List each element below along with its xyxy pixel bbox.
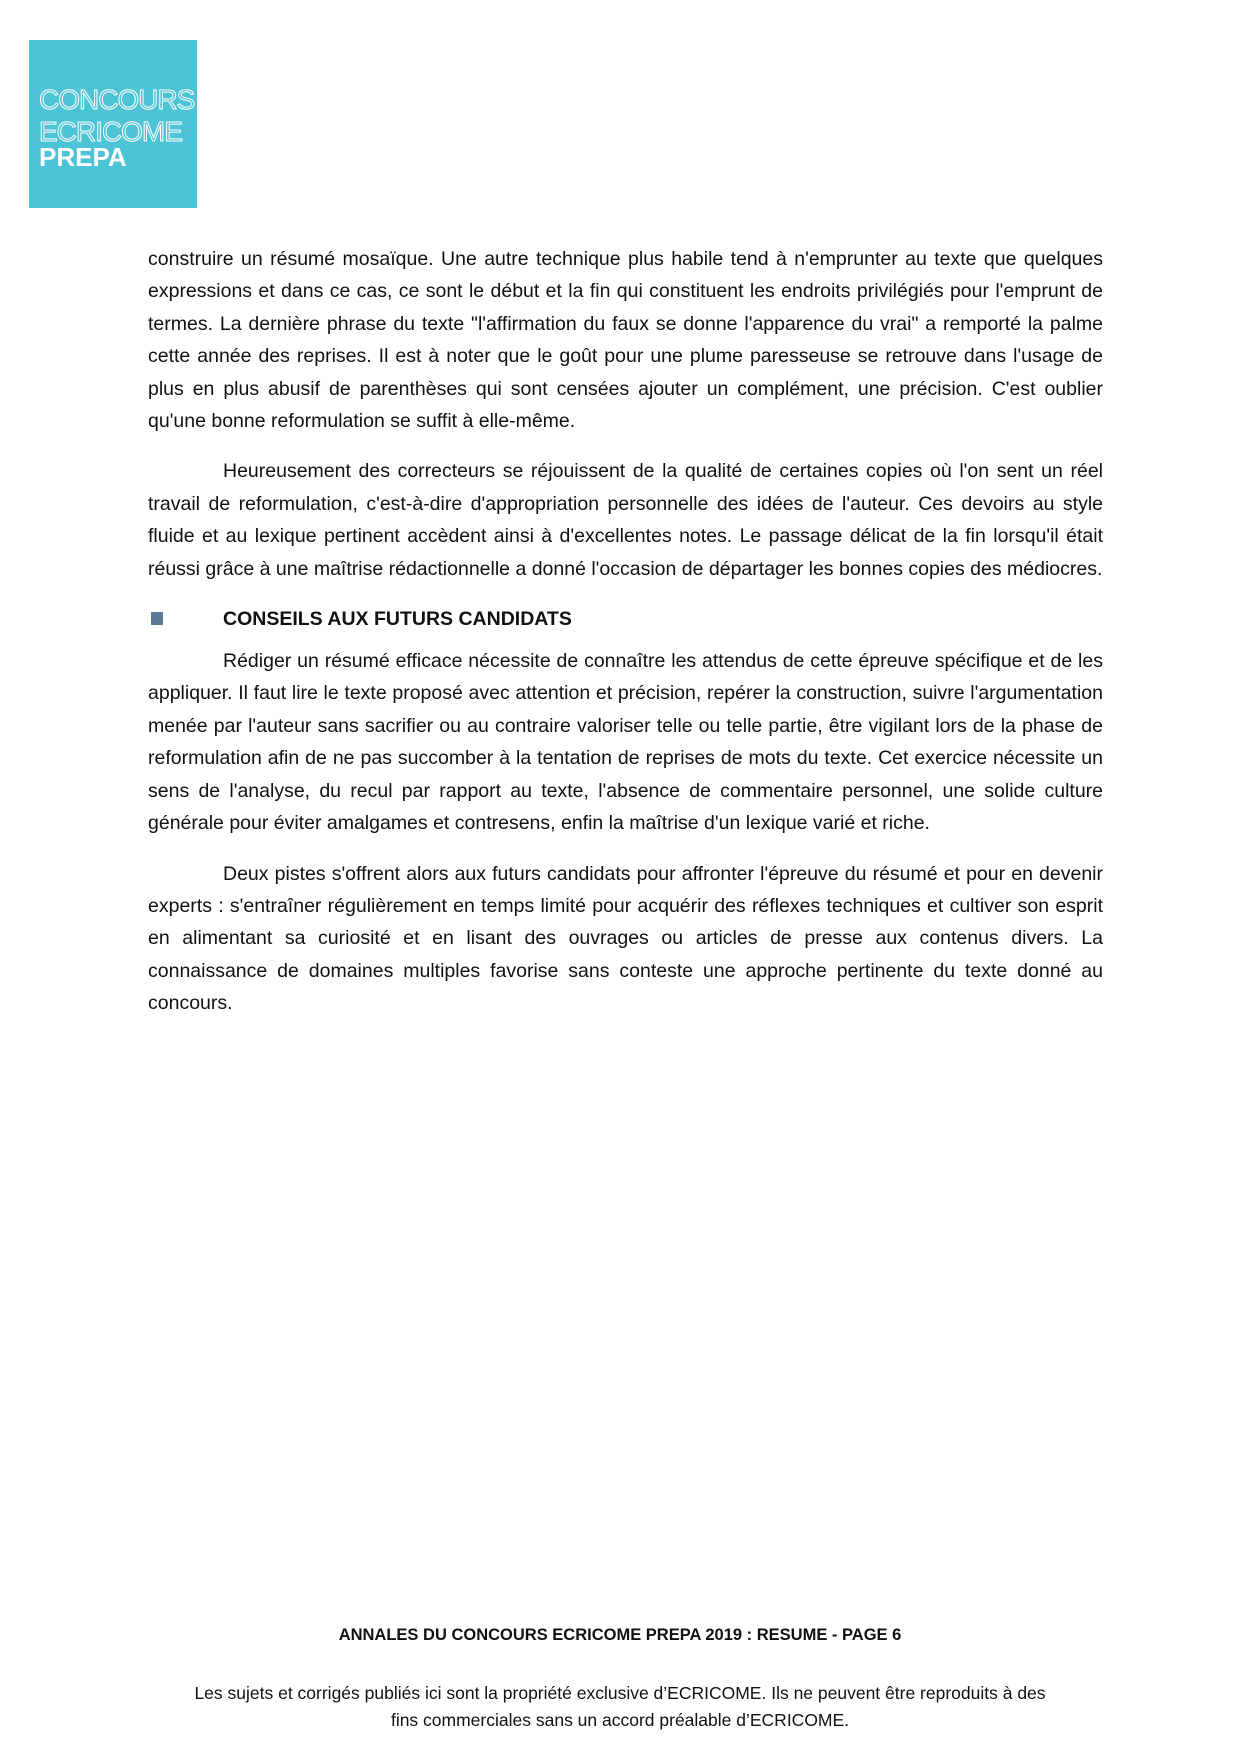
paragraph-reformulation: Heureusement des correcteurs se réjouissent de la qualité de certaines copies où l'on sent un réel travail de reformulation, c'est-à-dire d'appropriation personnelle des idées de l'auteur. Ces devoirs au style fluide et au lexique pertinent accèdent ainsi à d'excellentes notes. Le passage délicat de la fin lorsqu'il était réussi grâce à une maîtrise rédactionnelle a donné l'occasion de départager les bonnes copies des médiocres. (148, 460, 1103, 580)
section-heading-conseils (148, 603, 1103, 635)
section-title: CONSEILS AUX FUTURS CANDIDATS (223, 608, 572, 631)
logo-text-concours: CONCOURS (39, 84, 195, 115)
paragraph-continuation: construire un résumé mosaïque. Une autre technique plus habile tend à n'emprunter au texte que quelques expressions et dans ce cas, ce sont le début et la fin qui constituent les endroits privilégiés pour l'emprunt de termes. La dernière phrase du texte "l'affirmation du faux se donne l'apparence du vrai" a remporté la palme cette année des reprises. Il est à noter que le goût pour une plume paresseuse se retrouve dans l'usage de plus en plus abusif de parenthèses qui sont censées ajouter un complément, une précision. C'est oublier qu'une bonne reformulation se suffit à elle-même. (148, 248, 1103, 433)
ecricome-logo (29, 40, 197, 208)
footer-note-line-2: fins commerciales sans un accord préalable d’ECRICOME. (390, 1710, 850, 1730)
paragraph-conseils-2: Deux pistes s'offrent alors aux futurs candidats pour affronter l'épreuve du résumé et pour en devenir experts : s'entraîner régulièrement en temps limité pour acquérir des réflexes techniques et cultiver son esprit en alimentant sa curiosité et en lisant des ouvrages ou articles de presse aux contenus divers. La connaissance de domaines multiples favorise sans conteste une approche pertinente du texte donné au concours. (148, 862, 1103, 1015)
square-bullet-icon (151, 612, 163, 625)
logo-text-prepa: PREPA (39, 142, 127, 172)
footer-title: ANNALES DU CONCOURS ECRICOME PREPA 2019 : RESUME - PAGE 6 (338, 1626, 902, 1644)
logo-text-ecricome: ECRICOME (39, 116, 182, 147)
paragraph-conseils-1: Rédiger un résumé efficace nécessite de connaître les attendus de cette épreuve spécifique et de les appliquer. Il faut lire le texte proposé avec attention et précision, repérer la construction, suivre l'argumentation menée par l'auteur sans sacrifier ou au contraire valoriser telle ou telle partie, être vigilant lors de la phase de reformulation afin de ne pas succomber à la tentation de reprises de mots du texte. Cet exercice nécessite un sens de l'analyse, du recul par rapport au texte, l'absence de commentaire personnel, une solide culture générale pour éviter amalgames et contresens, enfin la maîtrise d'un lexique varié et riche. (148, 650, 1103, 835)
footer-copyright-note (150, 1680, 1090, 1734)
page-body (148, 243, 1103, 1038)
footer-note-line-1: Les sujets et corrigés publiés ici sont la propriété exclusive d’ECRICOME. Ils ne peuvent être reproduits à des (194, 1683, 1046, 1703)
